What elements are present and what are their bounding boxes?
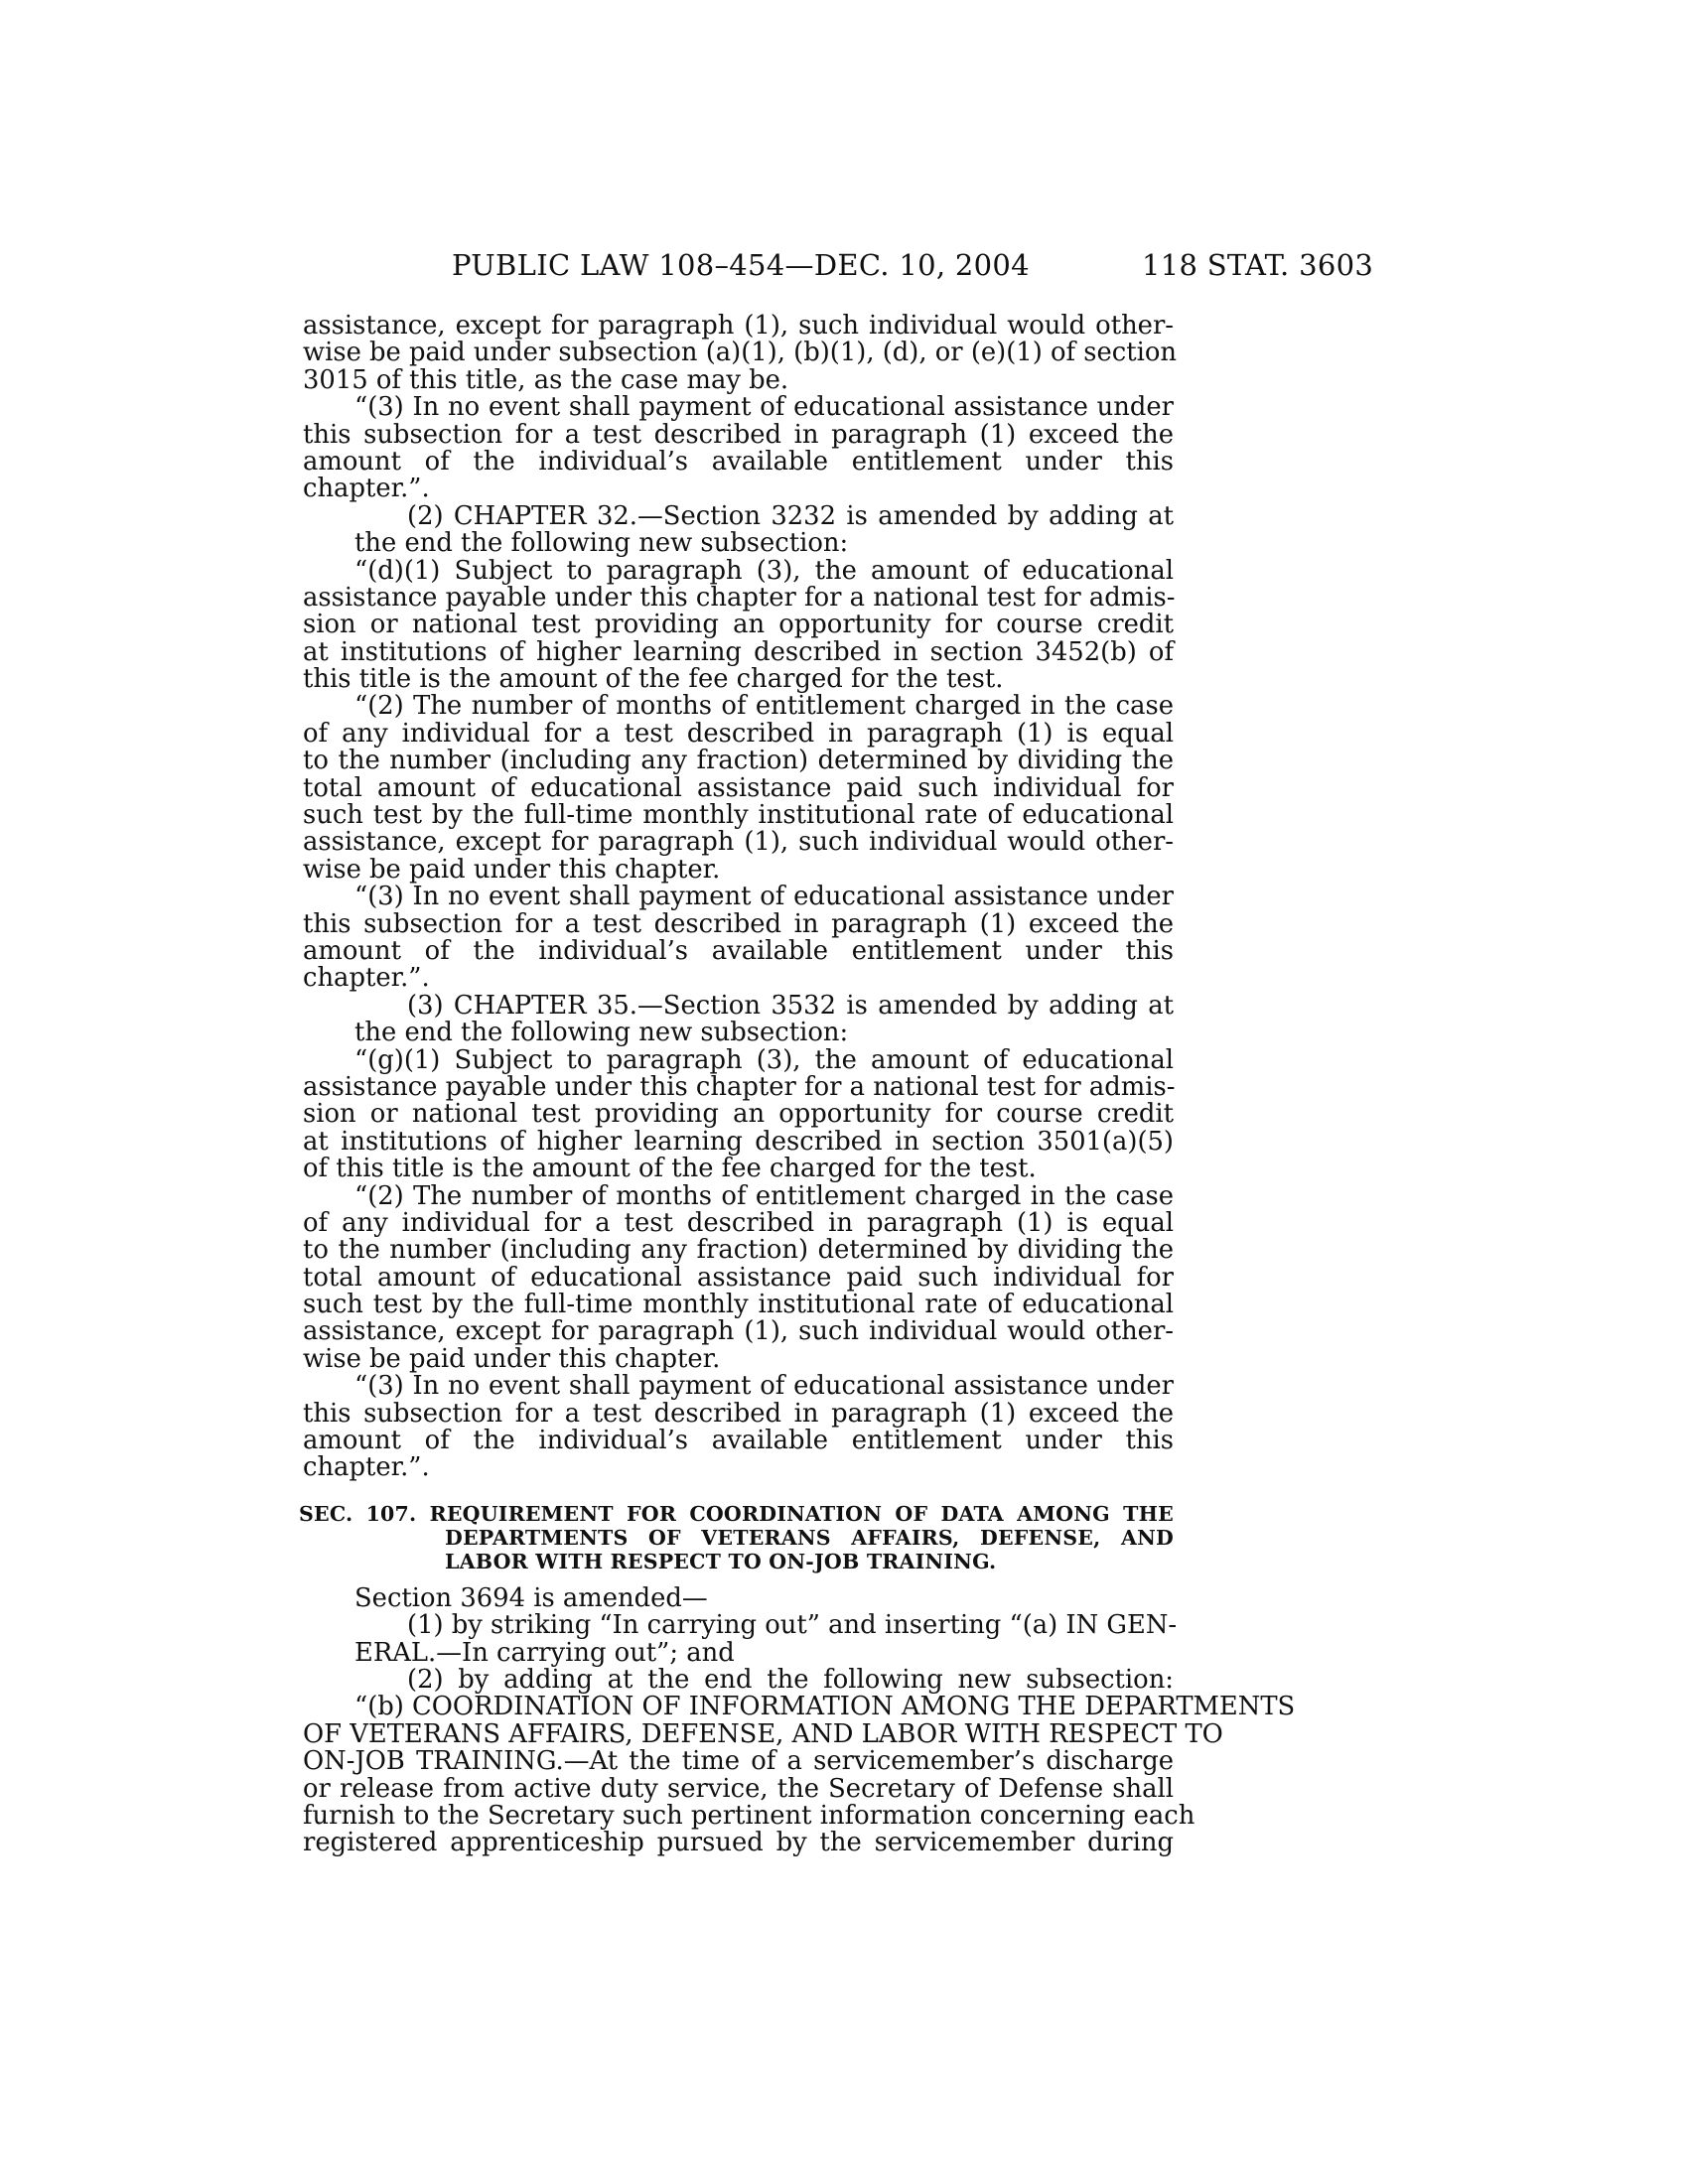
text-line: such test by the full-time monthly institutional rate of educational	[303, 800, 1174, 831]
text-line: wise be paid under this chapter.	[303, 854, 721, 885]
text-line: (1) by striking “In carrying out” and inserting “(a) IN GEN-	[407, 1610, 1178, 1641]
paragraph	[303, 394, 1174, 503]
paragraph	[303, 555, 1176, 695]
text-line: to the number (including any fraction) determined by dividing the	[303, 1235, 1174, 1266]
paragraph	[303, 1610, 1178, 1668]
text-line: wise be paid under this chapter.	[303, 1343, 721, 1374]
paragraph	[303, 1692, 1296, 1858]
text-line: “(3) In no event shall payment of educational assistance under	[354, 392, 1174, 423]
text-line: (3) CHAPTER 35.—Section 3532 is amended by adding at	[407, 990, 1174, 1021]
section-heading-line: LABOR WITH RESPECT TO ON-JOB TRAINING.	[445, 1549, 997, 1573]
text-line: registered apprenticeship pursued by the servicemember during	[303, 1828, 1174, 1858]
text-line: this title is the amount of the fee charged for the test.	[303, 664, 1004, 695]
page-header	[0, 248, 1688, 288]
text-line: amount of the individual’s available entitlement under this	[303, 935, 1174, 966]
paragraph	[303, 693, 1174, 884]
paragraph	[303, 1582, 1174, 1613]
text-line: the end the following new subsection:	[354, 528, 849, 559]
paragraph	[303, 311, 1177, 395]
text-line: at institutions of higher learning described in section 3452(b) of	[303, 636, 1174, 667]
text-line: “(d)(1) Subject to paragraph (3), the amount of educational	[354, 555, 1174, 586]
text-line: or release from active duty service, the Secretary of Defense shall	[303, 1773, 1174, 1804]
stat-page-number: 118 STAT. 3603	[1142, 248, 1374, 282]
paragraph	[303, 1180, 1174, 1374]
section-heading	[299, 1501, 1174, 1573]
text-line: chapter.”.	[303, 1452, 430, 1483]
text-line: the end the following new subsection:	[354, 1018, 849, 1048]
text-line: sion or national test providing an opportunity for course credit	[303, 1099, 1174, 1130]
section-heading-line: DEPARTMENTS OF VETERANS AFFAIRS, DEFENSE, AND	[445, 1525, 1174, 1550]
page-body	[299, 311, 1296, 1858]
text-line: this subsection for a test described in paragraph (1) exceed the	[303, 908, 1174, 939]
text-line: assistance, except for paragraph (1), such individual would other-	[303, 311, 1174, 341]
running-title: PUBLIC LAW 108–454—DEC. 10, 2004	[452, 248, 1030, 282]
text-line: “(3) In no event shall payment of educational assistance under	[354, 882, 1174, 912]
text-line: this subsection for a test described in paragraph (1) exceed the	[303, 1398, 1174, 1429]
text-line: furnish to the Secretary such pertinent information concerning each	[303, 1800, 1196, 1831]
paragraph	[303, 990, 1174, 1048]
text-line: amount of the individual’s available entitlement under this	[303, 1426, 1174, 1456]
paragraph	[303, 1044, 1176, 1184]
text-line: of this title is the amount of the fee charged for the test.	[303, 1154, 1037, 1184]
text-line: “(2) The number of months of entitlement charged in the case	[354, 691, 1174, 722]
text-line: 3015 of this title, as the case may be.	[303, 364, 789, 395]
section-heading-line: SEC. 107. REQUIREMENT FOR COORDINATION OF DATA AMONG THE	[299, 1501, 1174, 1526]
text-line: “(3) In no event shall payment of educational assistance under	[354, 1371, 1174, 1402]
text-line: wise be paid under subsection (a)(1), (b)(1), (d), or (e)(1) of section	[303, 338, 1177, 368]
text-line: assistance, except for paragraph (1), such individual would other-	[303, 827, 1174, 858]
text-line: OF VETERANS AFFAIRS, DEFENSE, AND LABOR WITH RESPECT TO	[303, 1718, 1223, 1749]
text-line: assistance payable under this chapter for a national test for admis-	[303, 1071, 1176, 1102]
text-line: (2) CHAPTER 32.—Section 3232 is amended by adding at	[407, 500, 1174, 531]
text-line: total amount of educational assistance paid such individual for	[303, 1262, 1174, 1293]
text-line: assistance payable under this chapter for a national test for admis-	[303, 582, 1176, 613]
text-line: of any individual for a test described in paragraph (1) is equal	[303, 1207, 1174, 1238]
text-line: ERAL.—In carrying out”; and	[354, 1637, 735, 1668]
paragraph	[303, 884, 1174, 993]
text-line: (2) by adding at the end the following new subsection:	[407, 1664, 1174, 1695]
text-line: of any individual for a test described in paragraph (1) is equal	[303, 718, 1174, 749]
paragraph	[303, 1664, 1174, 1695]
text-line: Section 3694 is amended—	[354, 1582, 708, 1613]
text-line: sion or national test providing an opportunity for course credit	[303, 610, 1174, 640]
text-line: amount of the individual’s available entitlement under this	[303, 446, 1174, 477]
text-line: chapter.”.	[303, 963, 430, 994]
text-line: chapter.”.	[303, 474, 430, 504]
text-line: “(g)(1) Subject to paragraph (3), the amount of educational	[354, 1044, 1174, 1075]
text-line: this subsection for a test described in paragraph (1) exceed the	[303, 419, 1174, 450]
text-line: at institutions of higher learning described in section 3501(a)(5)	[303, 1126, 1174, 1157]
text-line: assistance, except for paragraph (1), such individual would other-	[303, 1316, 1174, 1347]
text-line: such test by the full-time monthly institutional rate of educational	[303, 1290, 1174, 1320]
text-line: total amount of educational assistance paid such individual for	[303, 772, 1174, 803]
text-line: “(b) COORDINATION OF INFORMATION AMONG THE DEPARTMENTS	[354, 1692, 1296, 1722]
paragraph	[303, 500, 1174, 559]
text-line: ON-JOB TRAINING.—At the time of a servicemember’s discharge	[303, 1746, 1174, 1777]
text-line: to the number (including any fraction) determined by dividing the	[303, 746, 1174, 776]
paragraph	[303, 1373, 1174, 1482]
text-line: “(2) The number of months of entitlement charged in the case	[354, 1180, 1174, 1211]
